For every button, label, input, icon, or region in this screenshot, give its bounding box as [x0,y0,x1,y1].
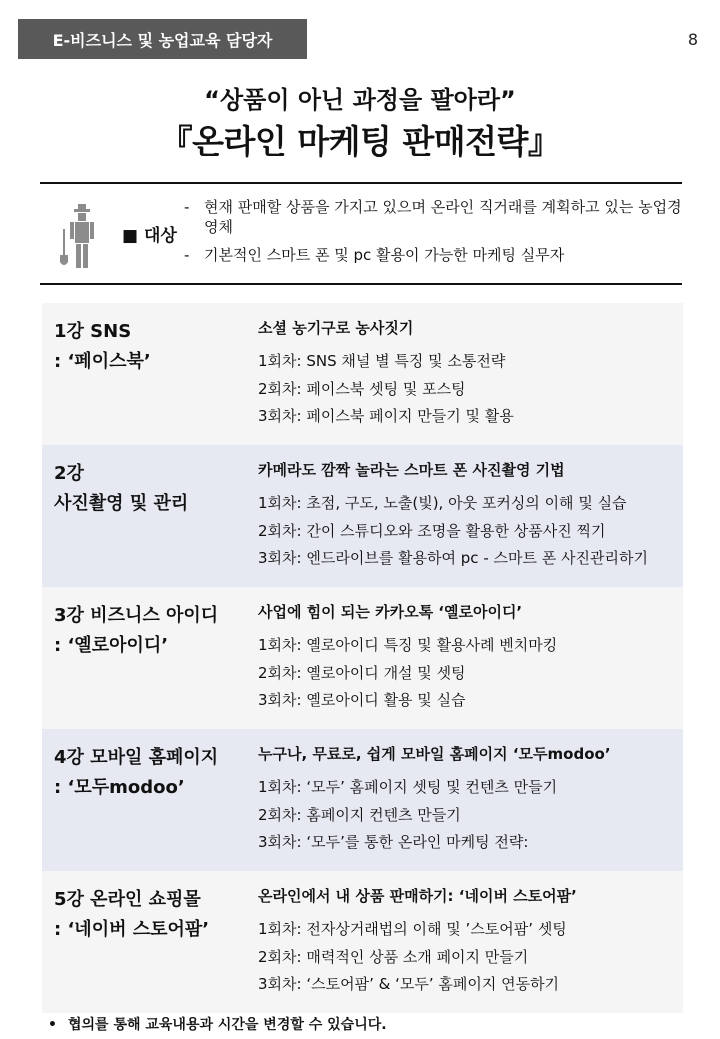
farmer-icon [60,203,104,269]
target-list [182,197,682,273]
session-line: 1회차: 초점, 구도, 노출(빛), 아웃 포커싱의 이해 및 실습 [258,494,627,512]
curriculum-table [42,303,683,1013]
session-line: 2회차: 페이스북 셋팅 및 포스팅 [258,379,466,398]
session-line: 1회차: ‘모두’ 홈페이지 셋팅 및 컨텐츠 만들기 [258,778,558,796]
session-title-line: : ‘네이버 스토어팜’ [54,919,210,940]
session-lines [258,490,678,573]
session-line: 2회차: 홈페이지 컨텐츠 만들기 [258,805,461,824]
section-tag: E-비즈니스 및 농업교육 담당자 [18,19,307,59]
footnote [48,1014,387,1034]
page-number: 8 [687,30,698,49]
session-line: 3회차: 페이스북 페이지 만들기 및 활용 [258,407,514,425]
session-lines [258,632,678,715]
session-heading: 소셜 농기구로 농사짓기 [258,319,414,337]
session-row [42,587,683,729]
session-line: 1회차: SNS 채널 별 특징 및 소통전략 [258,352,506,370]
session-line: 2회차: 간이 스튜디오와 조명을 활용한 상품사진 찍기 [258,521,606,540]
session-row [42,445,683,587]
session-title [54,317,244,377]
session-content [258,459,678,573]
target-audience [40,185,682,283]
session-title-line: 5강 온라인 쇼핑몰 [54,889,201,910]
session-line: 2회차: 옐로아이디 개설 및 셋팅 [258,663,466,682]
session-heading: 온라인에서 내 상품 판매하기: ‘네이버 스토어팜’ [258,887,577,905]
session-title-line: 4강 모바일 홈페이지 [54,747,219,768]
session-line: 1회차: 전자상거래법의 이해 및 ’스토어팜’ 셋팅 [258,920,567,938]
target-item: - 현재 판매할 상품을 가지고 있으며 온라인 직거래를 계획하고 있는 농업경영체 [182,197,682,237]
session-title [54,459,244,519]
bottom-divider [40,283,682,285]
target-label: ■ 대상 [122,226,177,246]
session-content [258,885,678,999]
session-line: 3회차: ‘모두’를 통한 온라인 마케팅 전략: [258,833,529,851]
session-row [42,729,683,871]
session-heading: 카메라도 깜짝 놀라는 스마트 폰 사진촬영 기법 [258,461,565,479]
session-title-line: : ‘모두modoo’ [54,777,185,798]
footnote-bullet: • [48,1017,57,1033]
session-lines [258,774,678,857]
subtitle: “상품이 아닌 과정을 팔아라” [204,86,516,114]
session-lines [258,348,678,431]
top-divider [40,182,682,184]
session-title-line: 사진촬영 및 관리 [54,493,189,514]
session-title-line: 2강 [54,463,84,484]
session-line: 2회차: 매력적인 상품 소개 페이지 만들기 [258,947,529,966]
footnote-text: 협의를 통해 교육내용과 시간을 변경할 수 있습니다. [68,1017,387,1033]
session-title [54,885,244,945]
session-title-line: 3강 비즈니스 아이디 [54,605,219,626]
session-line: 3회차: 엔드라이브를 활용하여 pc - 스마트 폰 사진관리하기 [258,549,648,567]
session-title-line: : ‘페이스북’ [54,351,151,372]
session-row [42,303,683,445]
session-lines [258,916,678,999]
session-title [54,601,244,661]
session-line: 3회차: 옐로아이디 활용 및 실습 [258,691,466,709]
session-title-line: 1강 SNS [54,321,132,342]
session-heading: 사업에 힘이 되는 카카오톡 ‘옐로아이디’ [258,603,523,621]
session-row [42,871,683,1013]
target-item: - 기본적인 스마트 폰 및 pc 활용이 가능한 마케팅 실무자 [182,245,682,265]
session-title [54,743,244,803]
session-content [258,317,678,431]
session-line: 1회차: 옐로아이디 특징 및 활용사례 벤치마킹 [258,636,558,654]
session-content [258,601,678,715]
session-heading: 누구나, 무료로, 쉽게 모바일 홈페이지 ‘모두modoo’ [258,745,611,763]
session-content [258,743,678,857]
session-line: 3회차: ‘스토어팜’ & ‘모두’ 홈페이지 연동하기 [258,975,560,993]
session-title-line: : ‘옐로아이디’ [54,635,169,656]
page-title: 『온라인 마케팅 판매전략』 [159,122,561,161]
